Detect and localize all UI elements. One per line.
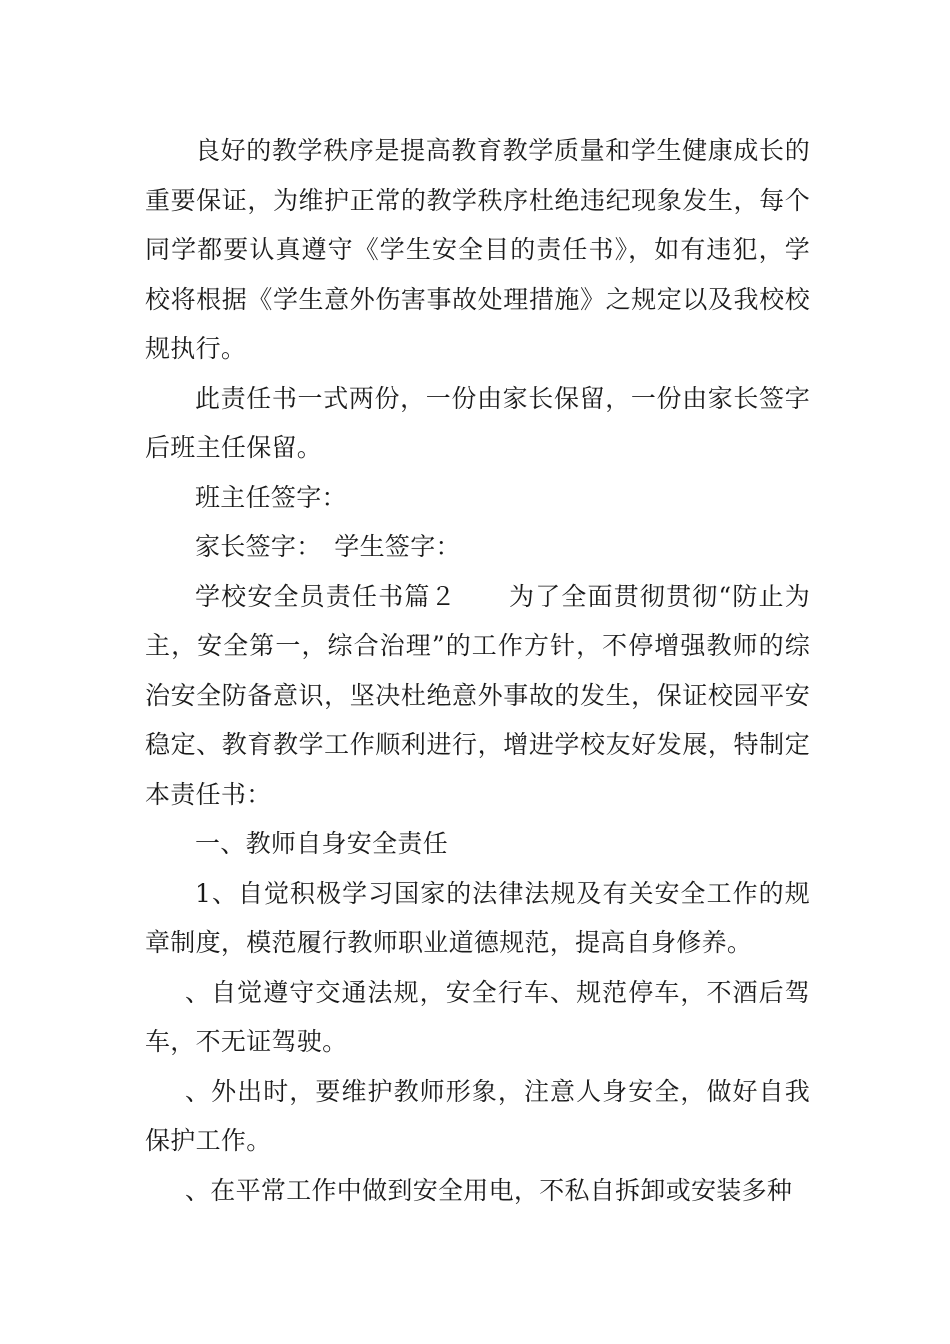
list-item-traffic: 、自觉遵守交通法规，安全行车、规范停车，不酒后驾车，不无证驾驶。 xyxy=(145,977,810,1056)
paragraph-teacher-signature: 班主任签字： xyxy=(195,482,347,512)
heading-teacher-safety: 一、教师自身安全责任 xyxy=(195,829,449,858)
list-item-electricity: 、在平常工作中做到安全用电，不私自拆卸或安装多种 xyxy=(185,1175,793,1205)
list-item-going-out: 、外出时，要维护教师形象，注意人身安全，做好自我保护工作。 xyxy=(145,1076,810,1155)
list-item-1: 1、自觉积极学习国家的法律法规及有关安全工作的规章制度，模范履行教师职业道德规范，提高自身修养。 xyxy=(145,878,810,957)
document-body xyxy=(145,126,810,1215)
paragraph-order-guarantee: 良好的教学秩序是提高教育教学质量和学生健康成长的重要保证，为维护正常的教学秩序杜绝违纪现象发生，每个同学都要认真遵守《学生安全目的责任书》，如有违犯，学校将根据《学生意外伤害事故处理措施》之规定以及我校校规执行。 xyxy=(145,136,810,363)
paragraph-parent-student-signature: 家长签字： 学生签字： xyxy=(195,532,461,561)
paragraph-copies: 此责任书一式两份，一份由家长保留，一份由家长签字后班主任保留。 xyxy=(145,383,810,462)
paragraph-section-two-intro: 学校安全员责任书篇２ 为了全面贯彻贯彻“防止为主，安全第一，综合治理”的工作方针，不停增强教师的综治安全防备意识，坚决杜绝意外事故的发生，保证校园平安稳定、教育教学工作顺利进行，增进学校友好发展，特制定本责任书： xyxy=(145,581,810,809)
